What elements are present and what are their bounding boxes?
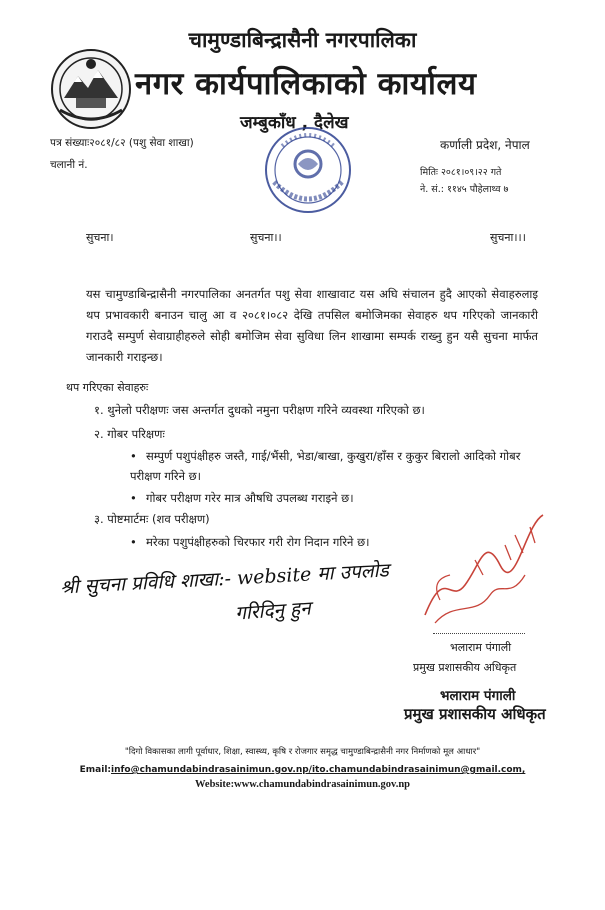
municipality-name: चामुण्डाबिन्द्रासैनी नगरपालिका [188,28,417,52]
service-item-2: २. गोबर परिक्षणः [94,427,165,441]
bullet-icon: • [130,449,137,463]
bullet-text: गोबर परीक्षण गरेर मात्र औषधि उपलब्ध गराइने छ। [146,491,354,505]
notice-label-3: सुचना।।। [490,231,526,244]
municipality-logo-icon [50,48,132,130]
notice-label-1: सुचना। [86,231,114,244]
letter-number: पत्र संख्याः२०८१/८२ (पशु सेवा शाखा) [50,137,194,149]
letter-date: मितिः २०८१।०९।२२ गते [420,167,502,178]
signature-line [433,633,525,634]
email-label: Email: [79,765,112,775]
notice-body-paragraph: यस चामुण्डाबिन्द्रासैनी नगरपालिका अनतर्गत पशु सेवा शाखावाट यस अघि संचालन हुदै आएको सेवाहरुलाइ थप प्रभावकारी बनाउन चालु आ व २०८१।०८२ देखि तपसिल बमोजिमका सेवाहरु थप गरिएको जानकारी गराउदै सम्पुर्ण सेवाग्राहीहरुले सोही बमोजिम सेवा सुविधा लिन शाखामा सम्पर्क राख्नु हुन यसै सुचना मार्फत जानकारी गराइन्छ। [86,287,538,364]
dispatch-number: चलानी नं. [50,159,88,171]
nepal-sambat-date: ने. सं.: ११४५ पौहेलाथ्व ७ [420,184,509,195]
footer-motto: "दिगो विकासका लागी पूर्वाधार, शिक्षा, स्वास्थ्य, कृषि र रोजगार समृद्ध चामुण्डाबिन्द्रासैनी नगर निर्माणको मूल आधार" [124,747,481,757]
red-signature-icon [415,505,550,630]
service-item-3: ३. पोष्टमार्टमः (शव परीक्षण) [94,512,210,526]
bullet-text: सम्पुर्ण पशुपंक्षीहरु जस्तै, गाई/भैंसी, भेडा/बाखा, कुखुरा/हाँस र कुकुर बिरालो आदिको गोबर परीक्षण गरिने छ। [130,449,521,483]
signer-stamp-name: भलाराम पंगाली [440,688,516,704]
footer-email [0,765,605,775]
signer-name: भलाराम पंगाली [450,641,512,654]
handwritten-note-line-1: श्री सुचना प्रविधि शाखा:- website मा उपलोड [59,559,390,599]
notice-label-2: सुचना।। [250,231,282,244]
signer-stamp-title: प्रमुख प्रशासकीय अधिकृत [404,705,546,723]
services-heading: थप गरिएका सेवाहरुः [66,381,149,394]
office-title: नगर कार्यपालिकाको कार्यालय [135,66,477,102]
footer-website[interactable]: Website:www.chamundabindrasainimun.gov.np [194,779,411,790]
service-bullet-1 [130,446,540,486]
service-item-1: १. थुनेलो परीक्षणः जस अन्तर्गत दुधको नमुना परीक्षण गरिने व्यवस्था गरिएको छ। [94,403,425,417]
province-label: कर्णाली प्रदेश, नेपाल [440,138,530,152]
signer-title: प्रमुख प्रशासकीय अधिकृत [413,661,517,674]
handwritten-note-line-2: गरिदिनु हुन [234,597,312,625]
round-seal-stamp-icon [262,124,354,216]
bullet-icon: • [130,491,137,505]
email-link[interactable]: info@chamundabindrasainimun.gov.np/ito.chamundabindrasainimun@gmail.com, [111,765,526,775]
office-location: जम्बुकाँध , दैलेख [240,113,349,133]
bullet-icon: • [130,535,137,549]
bullet-text: मरेका पशुपंक्षीहरुको चिरफार गरी रोग निदान गरिने छ। [146,535,370,549]
